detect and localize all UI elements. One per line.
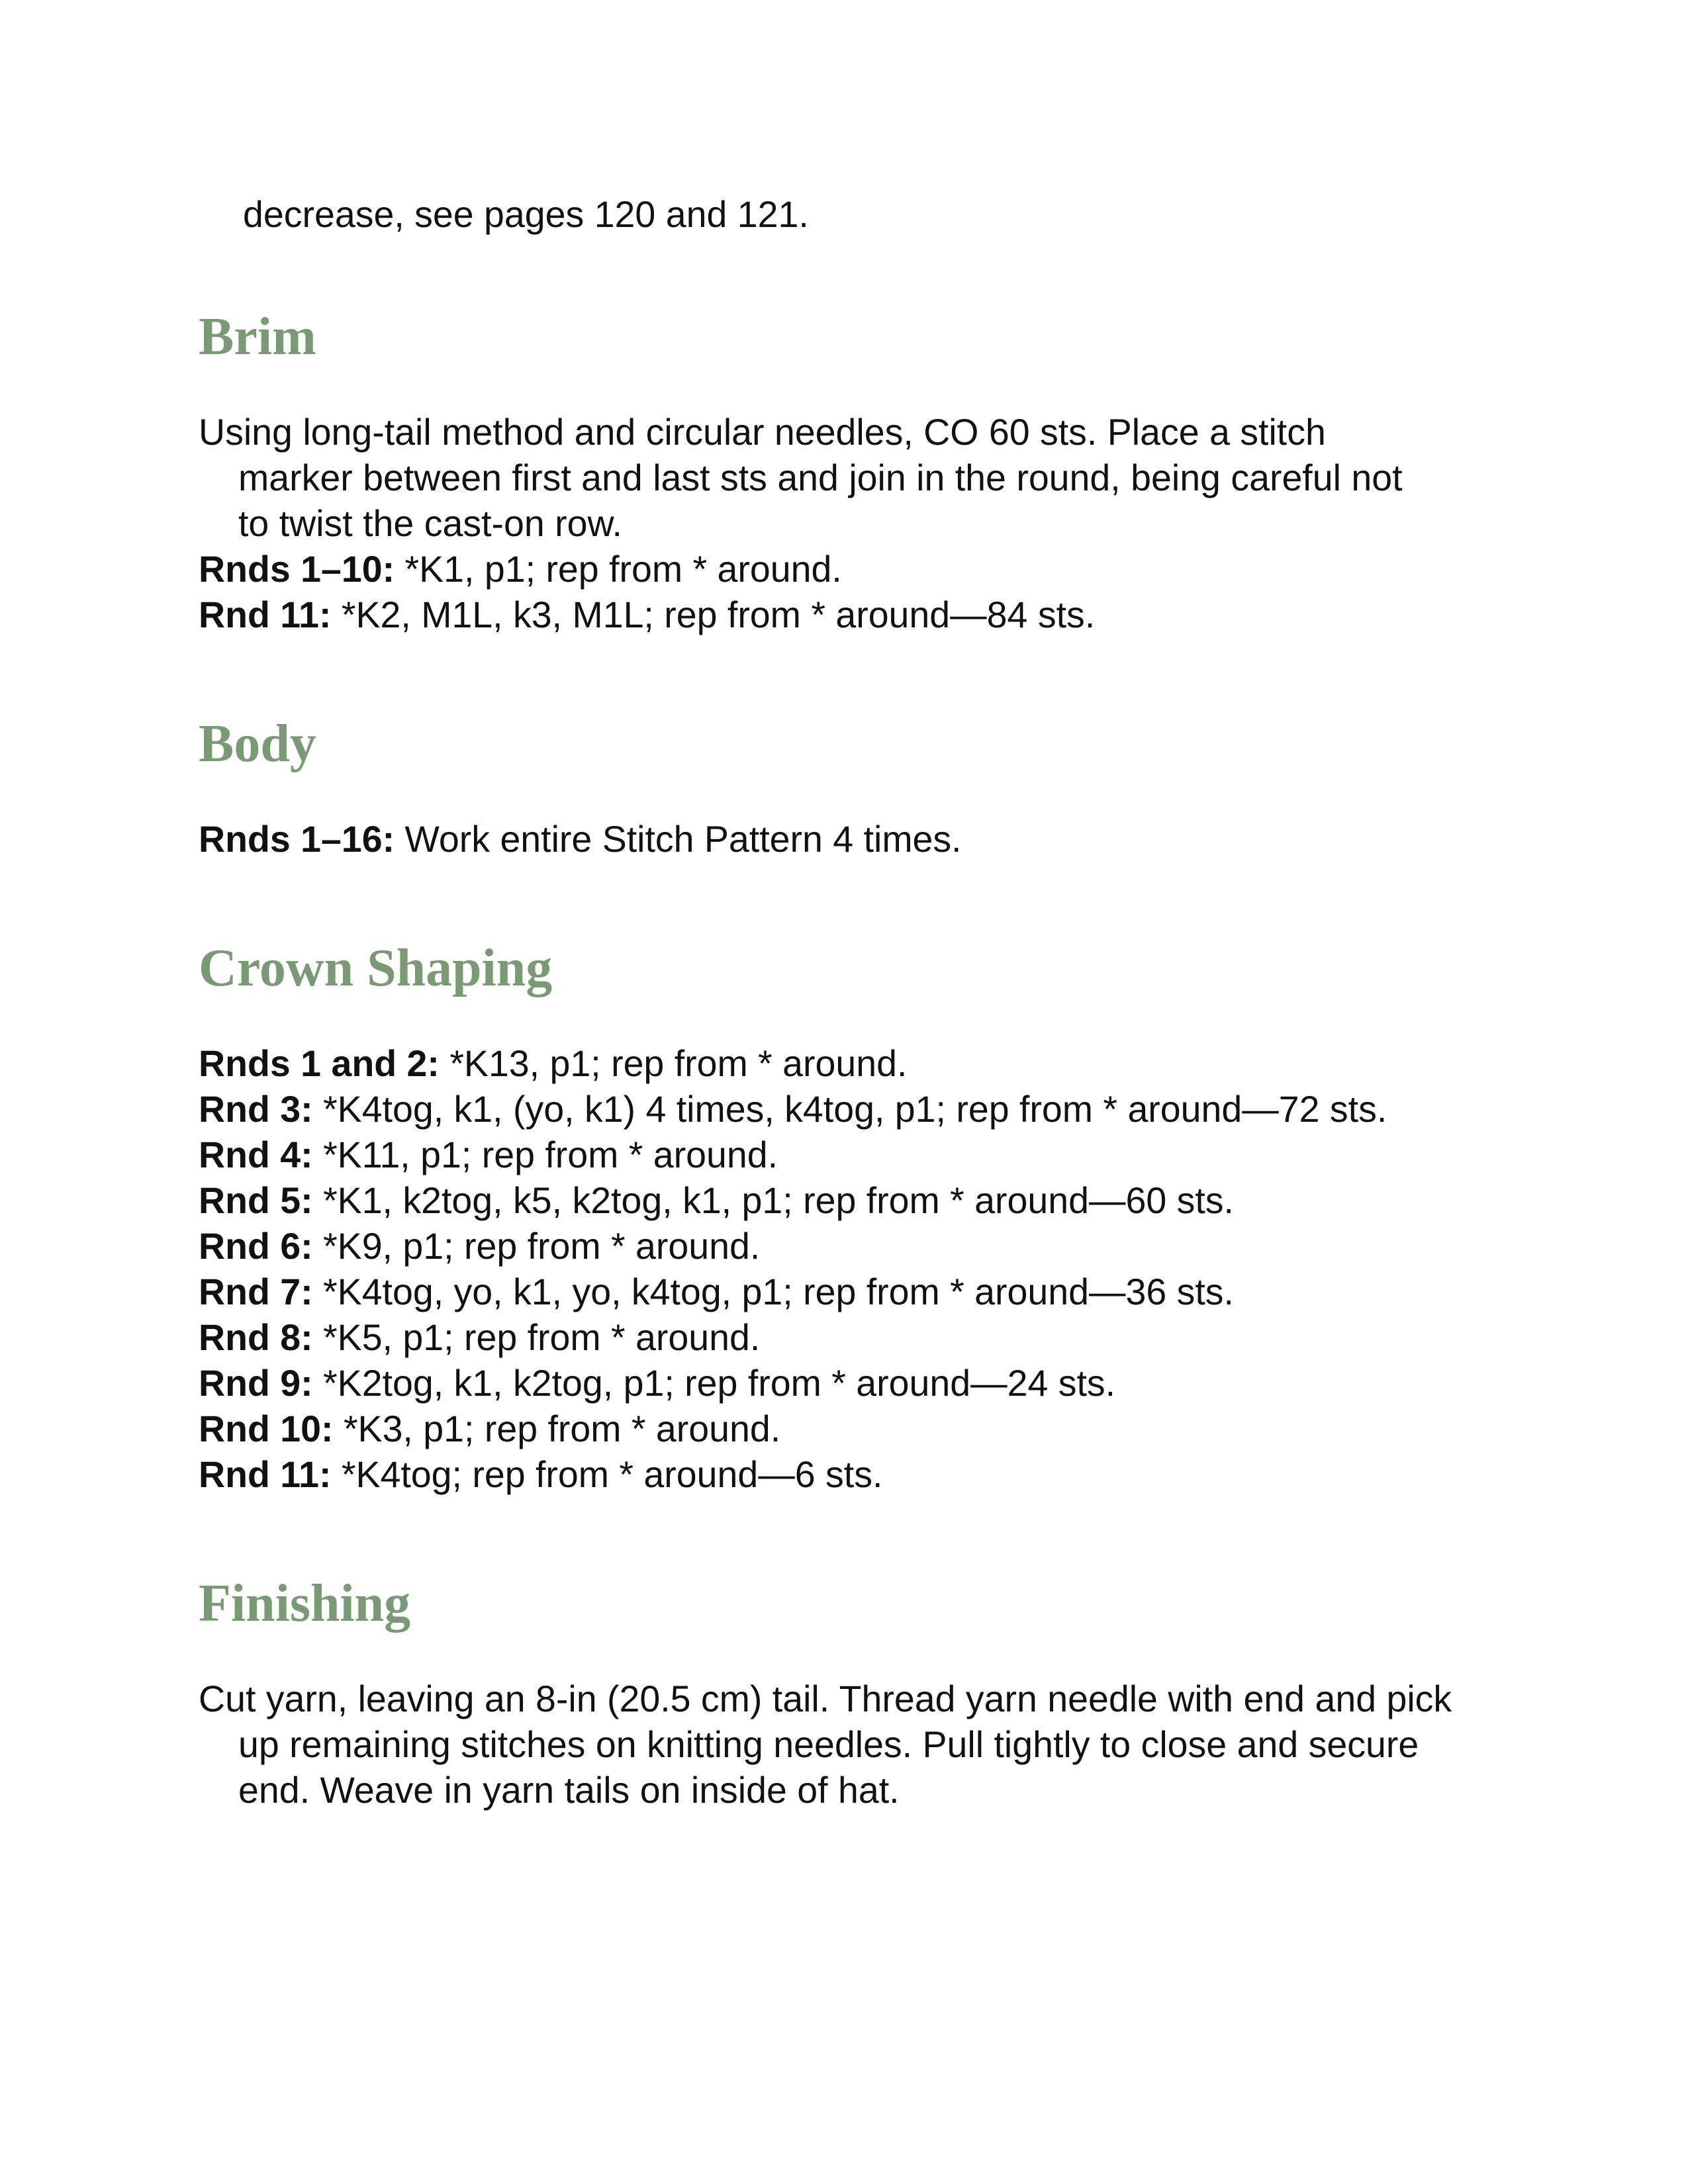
body-heading: Body bbox=[199, 715, 316, 773]
round-label: Rnd 6: bbox=[199, 1226, 313, 1267]
spacer bbox=[199, 1637, 1536, 1676]
round-text: *K4tog, yo, k1, yo, k4tog, p1; rep from * around—36 sts. bbox=[312, 1271, 1234, 1312]
crown-round-1 bbox=[199, 1041, 1536, 1087]
round-label: Rnd 11: bbox=[199, 594, 332, 635]
brim-instructions: Using long-tail method and circular needles, CO 60 sts. Place a stitch marker between first and last sts and join in the round, being careful not to twist the cast-on row. bbox=[199, 412, 1403, 544]
round-label: Rnd 10: bbox=[199, 1408, 334, 1449]
intro-continuation: decrease, see pages 120 and 121. bbox=[243, 194, 809, 235]
crown-shaping-heading: Crown Shaping bbox=[199, 939, 553, 997]
page-content bbox=[199, 192, 1536, 1813]
spacer bbox=[199, 1498, 1536, 1570]
round-text: *K9, p1; rep from * around. bbox=[312, 1226, 761, 1267]
crown-round-5 bbox=[199, 1224, 1536, 1269]
round-label: Rnd 7: bbox=[199, 1271, 313, 1312]
round-text: *K11, p1; rep from * around. bbox=[312, 1134, 778, 1175]
crown-round-8 bbox=[199, 1361, 1536, 1406]
round-label: Rnd 11: bbox=[199, 1454, 332, 1495]
round-text: *K3, p1; rep from * around. bbox=[333, 1408, 781, 1449]
round-label: Rnd 8: bbox=[199, 1317, 313, 1358]
spacer bbox=[199, 638, 1536, 711]
spacer bbox=[199, 862, 1536, 935]
brim-heading: Brim bbox=[199, 308, 316, 366]
round-label: Rnds 1–16: bbox=[199, 819, 395, 860]
spacer bbox=[199, 238, 1536, 304]
round-text: *K2, M1L, k3, M1L; rep from * around—84 sts. bbox=[331, 594, 1096, 635]
finishing-heading: Finishing bbox=[199, 1574, 411, 1633]
round-label: Rnd 5: bbox=[199, 1180, 313, 1221]
crown-round-9 bbox=[199, 1406, 1536, 1452]
round-text: *K1, p1; rep from * around. bbox=[395, 549, 842, 590]
crown-round-4 bbox=[199, 1178, 1536, 1224]
round-text: *K4tog, k1, (yo, k1) 4 times, k4tog, p1; rep from * around—72 sts. bbox=[312, 1089, 1387, 1130]
round-label: Rnds 1 and 2: bbox=[199, 1043, 440, 1084]
finishing-instructions: Cut yarn, leaving an 8-in (20.5 cm) tail. Thread yarn needle with end and pick up remaining stitches on knitting needles. Pull tightly to close and secure end. Weave in yarn tails on inside of hat. bbox=[199, 1678, 1452, 1811]
crown-round-2 bbox=[199, 1087, 1536, 1132]
round-text: *K2tog, k1, k2tog, p1; rep from * around—24 sts. bbox=[312, 1363, 1116, 1404]
body-round-1 bbox=[199, 817, 1536, 862]
crown-round-10 bbox=[199, 1452, 1536, 1498]
brim-round-1 bbox=[199, 547, 1536, 592]
spacer bbox=[199, 370, 1536, 410]
round-text: Work entire Stitch Pattern 4 times. bbox=[395, 819, 962, 860]
round-label: Rnds 1–10: bbox=[199, 549, 395, 590]
round-label: Rnd 9: bbox=[199, 1363, 313, 1404]
spacer bbox=[199, 777, 1536, 817]
brim-round-2 bbox=[199, 592, 1536, 638]
round-text: *K1, k2tog, k5, k2tog, k1, p1; rep from * around—60 sts. bbox=[312, 1180, 1234, 1221]
round-text: *K13, p1; rep from * around. bbox=[439, 1043, 908, 1084]
round-text: *K4tog; rep from * around—6 sts. bbox=[331, 1454, 883, 1495]
crown-round-3 bbox=[199, 1132, 1536, 1178]
spacer bbox=[199, 1001, 1536, 1041]
round-label: Rnd 4: bbox=[199, 1134, 313, 1175]
crown-round-7 bbox=[199, 1315, 1536, 1361]
round-label: Rnd 3: bbox=[199, 1089, 313, 1130]
crown-round-6 bbox=[199, 1269, 1536, 1315]
round-text: *K5, p1; rep from * around. bbox=[312, 1317, 761, 1358]
